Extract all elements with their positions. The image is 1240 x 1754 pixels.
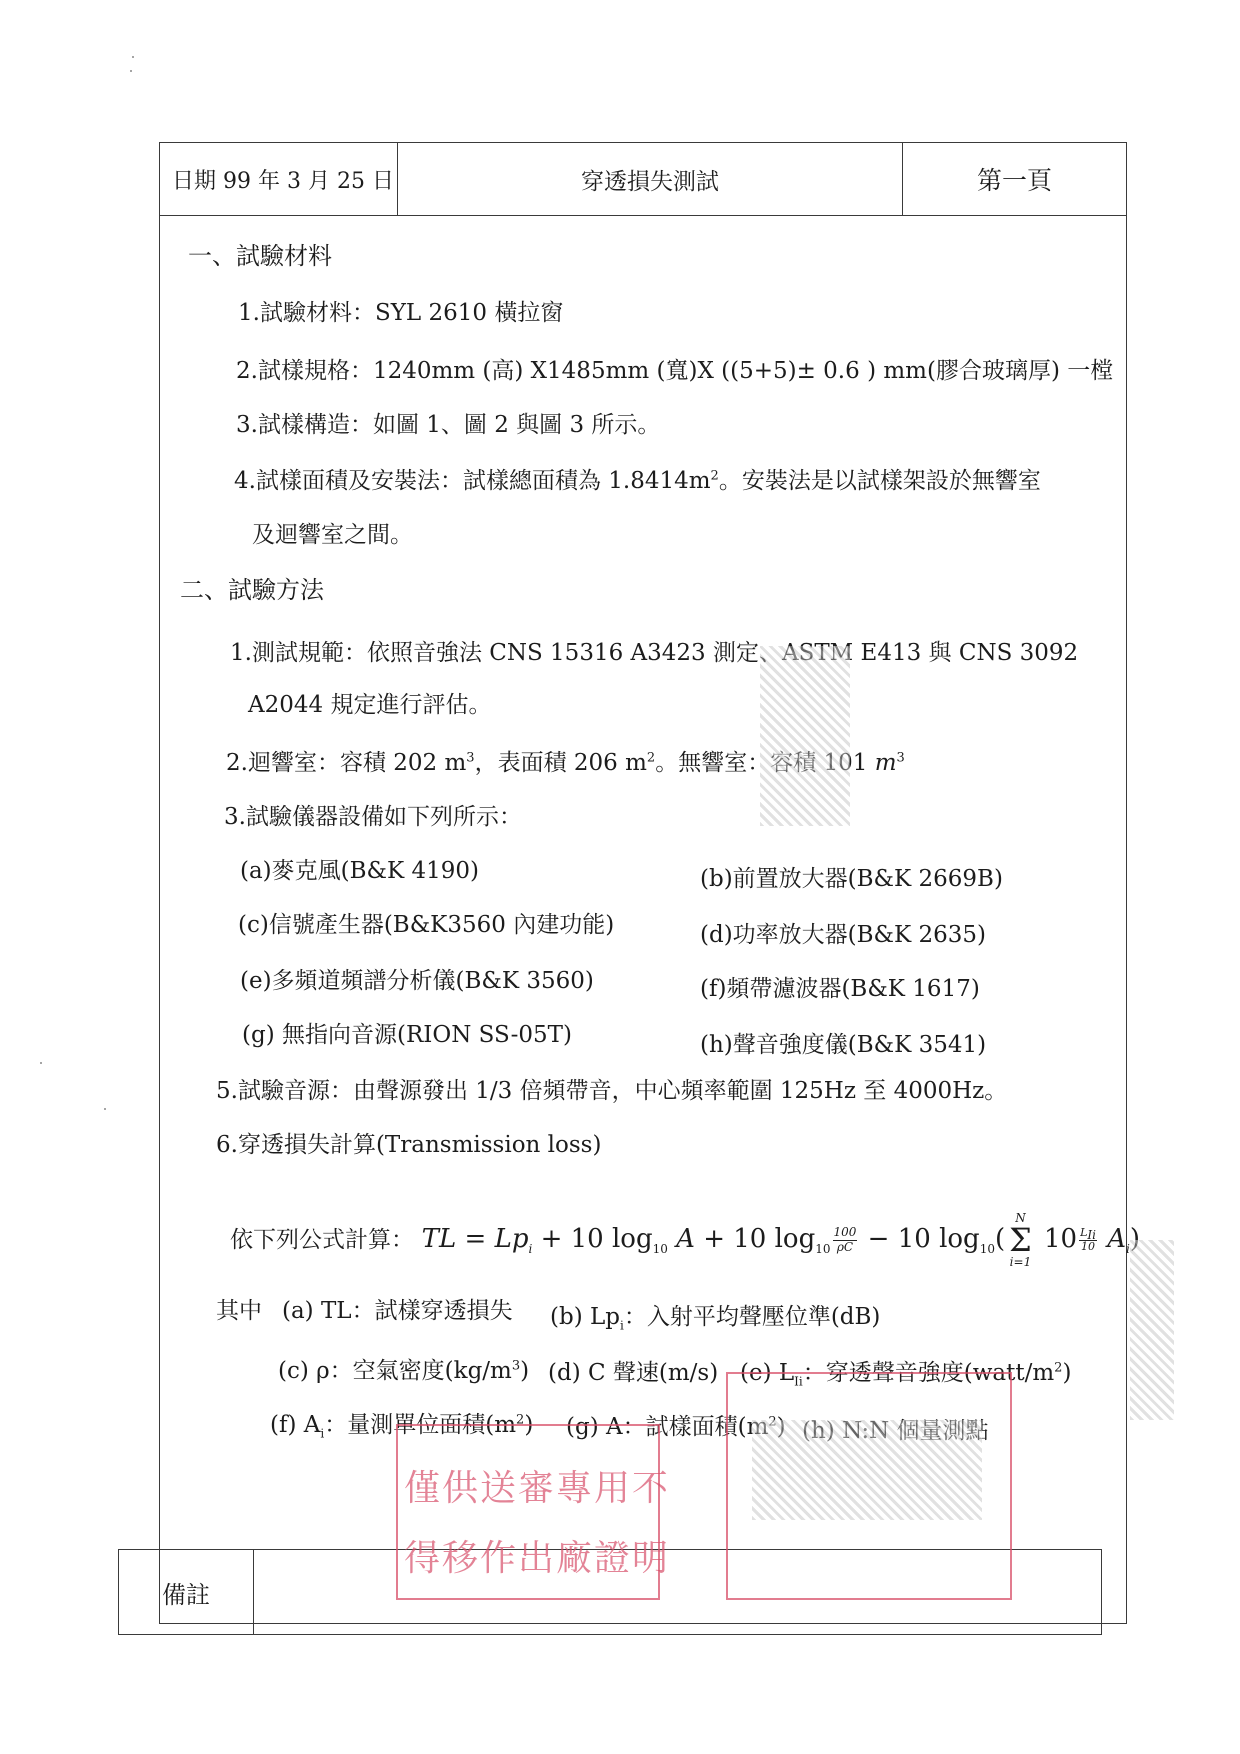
equipment-h: (h)聲音強度儀(B&K 3541) [700,1032,987,1058]
equipment-g: (g) 無指向音源(RION SS-05T) [242,1022,572,1048]
scan-speck [132,56,134,58]
scan-speck [130,70,132,72]
def-g: (g) A：試樣面積$(m^2)$ [566,1414,786,1440]
header-title: 穿透損失測試 [398,143,903,215]
section1-item-4: 4.試樣面積及安裝法：試樣總面積為 $1.8414m^2$。安裝法是以試樣架設於無響室 [234,468,1041,494]
faded-seal-stamp [752,1420,982,1520]
grey-seal-stamp-center [760,646,850,826]
formula-label: 依下列公式計算： [230,1227,414,1253]
remarks-label: 備註 [119,1550,254,1634]
section2-item-1-cont: A2044 規定進行評估。 [248,692,492,718]
equipment-f: (f)頻帶濾波器(B&K 1617) [700,976,980,1002]
equipment-a: (a)麥克風(B&K 4190) [240,858,480,884]
def-h: (h) N:N 個量測點 [802,1418,989,1444]
def-b: (b) $Lp_i$：入射平均聲壓位準(dB) [550,1304,881,1333]
stamp-text-line2: 得移作出廠證明 [404,1538,671,1579]
section2-item-2: 2.迴響室：容積 202 $m^3$，表面積 206 $m^2$。無響室：容積 101 $m^3$ [226,750,905,776]
formula-expression: TL = $Lp_i + 10$ $\log_{10} A + 10$ $\log_{10}$ $\frac{100}{\rho C}$ − 10 $\log_{10}$( N Σ i=1 10 $\frac{L_{Ii}}{10}$ $A_i$) [421,1211,1141,1269]
section2-item-3: 3.試驗儀器設備如下列所示： [224,804,522,830]
header-date: 日期 99 年 3 月 25 日 [160,143,398,215]
stamp-text-line1: 僅供送審專用不 [404,1468,671,1509]
def-a: (a) TL：試樣穿透損失 [282,1298,513,1324]
equipment-e: (e)多頻道頻譜分析儀(B&K 3560) [240,968,594,994]
def-d: (d) C 聲速(m/s) [548,1360,719,1386]
def-f: (f) $A_i$：量測單位面積$(m^2)$ [270,1412,534,1441]
section1-heading: 一、試驗材料 [188,242,332,270]
where-label: 其中 [216,1298,262,1324]
header-page: 第一頁 [976,166,1052,195]
section1-item-3: 3.試樣構造：如圖 1、圖 2 與圖 3 所示。 [236,412,661,438]
def-e: (e) $L_{Ii}$：穿透聲音強度$(watt/m^2)$ [740,1360,1072,1389]
section2-item-1: 1.測試規範：依照音強法 CNS 15316 A3423 測定、ASTM E413 與 CNS 3092 [230,640,1079,666]
equipment-c: (c)信號產生器(B&K3560 內建功能) [238,912,615,938]
section2-heading: 二、試驗方法 [180,576,324,604]
scan-speck [40,1062,42,1064]
def-c: (c) ρ：空氣密度$(kg/m^3)$ [278,1358,530,1384]
section2-item-6: 6.穿透損失計算(Transmission loss) [216,1132,602,1158]
header-row [160,143,1126,216]
section2-item-5: 5.試驗音源：由聲源發出 1/3 倍頻帶音，中心頻率範圍 125Hz 至 4000Hz。 [216,1078,1008,1104]
scan-speck [104,1108,106,1110]
section1-item-1: 1.試驗材料：SYL 2610 橫拉窗 [238,300,564,326]
grey-seal-stamp-margin [1130,1240,1174,1420]
equipment-b: (b)前置放大器(B&K 2669B) [700,866,1003,892]
section1-item-4-cont: 及迴響室之間。 [252,522,413,548]
transmission-loss-formula [230,1212,1140,1268]
equipment-d: (d)功率放大器(B&K 2635) [700,922,987,948]
section1-item-2: 2.試樣規格：1240mm (高) X1485mm (寬)X ((5+5)± 0.6 ) mm(膠合玻璃厚) 一樘 [236,358,1114,384]
